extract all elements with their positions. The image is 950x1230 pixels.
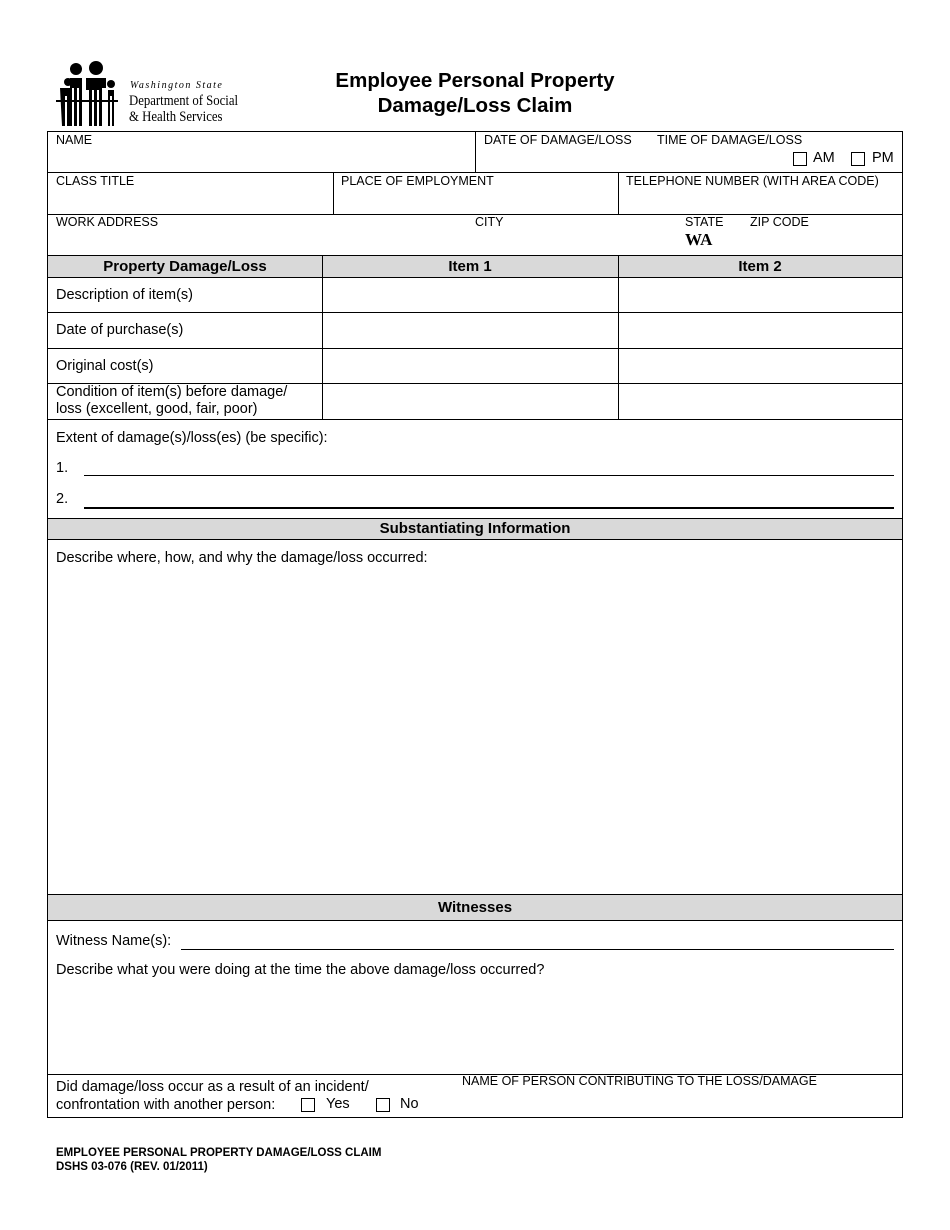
pm-label: PM bbox=[872, 150, 894, 166]
class-title-label: CLASS TITLE bbox=[56, 174, 135, 188]
claim-form bbox=[47, 131, 903, 1118]
item1-column-header: Item 1 bbox=[448, 258, 492, 275]
witness-names-label: Witness Name(s): bbox=[56, 933, 172, 949]
divider bbox=[618, 255, 619, 419]
name-field[interactable] bbox=[48, 132, 475, 172]
extent-line2-field[interactable] bbox=[84, 507, 894, 509]
date-of-loss-label: DATE OF DAMAGE/LOSS bbox=[484, 133, 632, 147]
state-value: WA bbox=[685, 230, 713, 249]
divider bbox=[48, 539, 902, 540]
divider bbox=[333, 172, 334, 214]
name-label: NAME bbox=[56, 133, 93, 147]
incident-no-checkbox[interactable] bbox=[376, 1098, 390, 1112]
condition-row-label: Condition of item(s) before damage/ loss (excellent, good, fair, poor) bbox=[56, 384, 288, 417]
description-row-label: Description of item(s) bbox=[56, 287, 193, 303]
extent-line1-number: 1. bbox=[56, 460, 69, 476]
incident-no-label: No bbox=[400, 1096, 419, 1112]
divider bbox=[475, 132, 476, 172]
agency-state: Washington State bbox=[130, 80, 224, 91]
agency-name: Department of Social & Health Services bbox=[129, 93, 239, 125]
divider bbox=[48, 172, 902, 173]
incident-yes-label: Yes bbox=[326, 1096, 350, 1112]
form-footer: EMPLOYEE PERSONAL PROPERTY DAMAGE/LOSS CLAIM DSHS 03-076 (REV. 01/2011) bbox=[56, 1147, 382, 1173]
witness-activity-textarea[interactable] bbox=[48, 984, 902, 1072]
work-address-label: WORK ADDRESS bbox=[56, 215, 159, 229]
state-label: STATE bbox=[685, 215, 724, 229]
pm-checkbox[interactable] bbox=[851, 152, 865, 166]
city-label: CITY bbox=[475, 215, 504, 229]
divider bbox=[322, 255, 323, 419]
item2-column-header: Item 2 bbox=[738, 258, 782, 275]
divider bbox=[48, 920, 902, 921]
divider bbox=[48, 277, 902, 278]
witness-names-field[interactable] bbox=[181, 949, 894, 950]
original-cost-row-label: Original cost(s) bbox=[56, 358, 154, 374]
extent-line1-field[interactable] bbox=[84, 475, 894, 476]
purchase-date-row-label: Date of purchase(s) bbox=[56, 322, 184, 338]
am-checkbox[interactable] bbox=[793, 152, 807, 166]
zip-label: ZIP CODE bbox=[750, 215, 809, 229]
incident-yes-checkbox[interactable] bbox=[301, 1098, 315, 1112]
page-title: Employee Personal Property Damage/Loss Claim bbox=[335, 69, 615, 117]
contributor-name-field[interactable] bbox=[462, 1090, 892, 1116]
witness-activity-prompt: Describe what you were doing at the time the above damage/loss occurred? bbox=[56, 962, 545, 978]
substantiating-prompt: Describe where, how, and why the damage/loss occurred: bbox=[56, 550, 428, 566]
divider bbox=[48, 312, 902, 313]
time-of-loss-label: TIME OF DAMAGE/LOSS bbox=[657, 133, 803, 147]
dshs-logo bbox=[56, 60, 256, 128]
divider bbox=[618, 172, 619, 214]
family-figures-icon bbox=[56, 60, 126, 128]
telephone-label: TELEPHONE NUMBER (WITH AREA CODE) bbox=[626, 174, 879, 188]
incident-question: Did damage/loss occur as a result of an incident/ confrontation with another person: bbox=[56, 1079, 369, 1113]
extent-line2-number: 2. bbox=[56, 491, 69, 507]
substantiating-header: Substantiating Information bbox=[379, 520, 571, 537]
divider bbox=[48, 348, 902, 349]
contributor-name-label: NAME OF PERSON CONTRIBUTING TO THE LOSS/DAMAGE bbox=[462, 1074, 817, 1088]
am-label: AM bbox=[813, 150, 835, 166]
witnesses-header: Witnesses bbox=[437, 899, 513, 916]
extent-label: Extent of damage(s)/loss(es) (be specific): bbox=[56, 430, 328, 446]
divider bbox=[48, 419, 902, 420]
substantiating-textarea[interactable] bbox=[48, 572, 902, 892]
place-of-employment-label: PLACE OF EMPLOYMENT bbox=[341, 174, 494, 188]
property-column-header: Property Damage/Loss bbox=[103, 258, 267, 275]
